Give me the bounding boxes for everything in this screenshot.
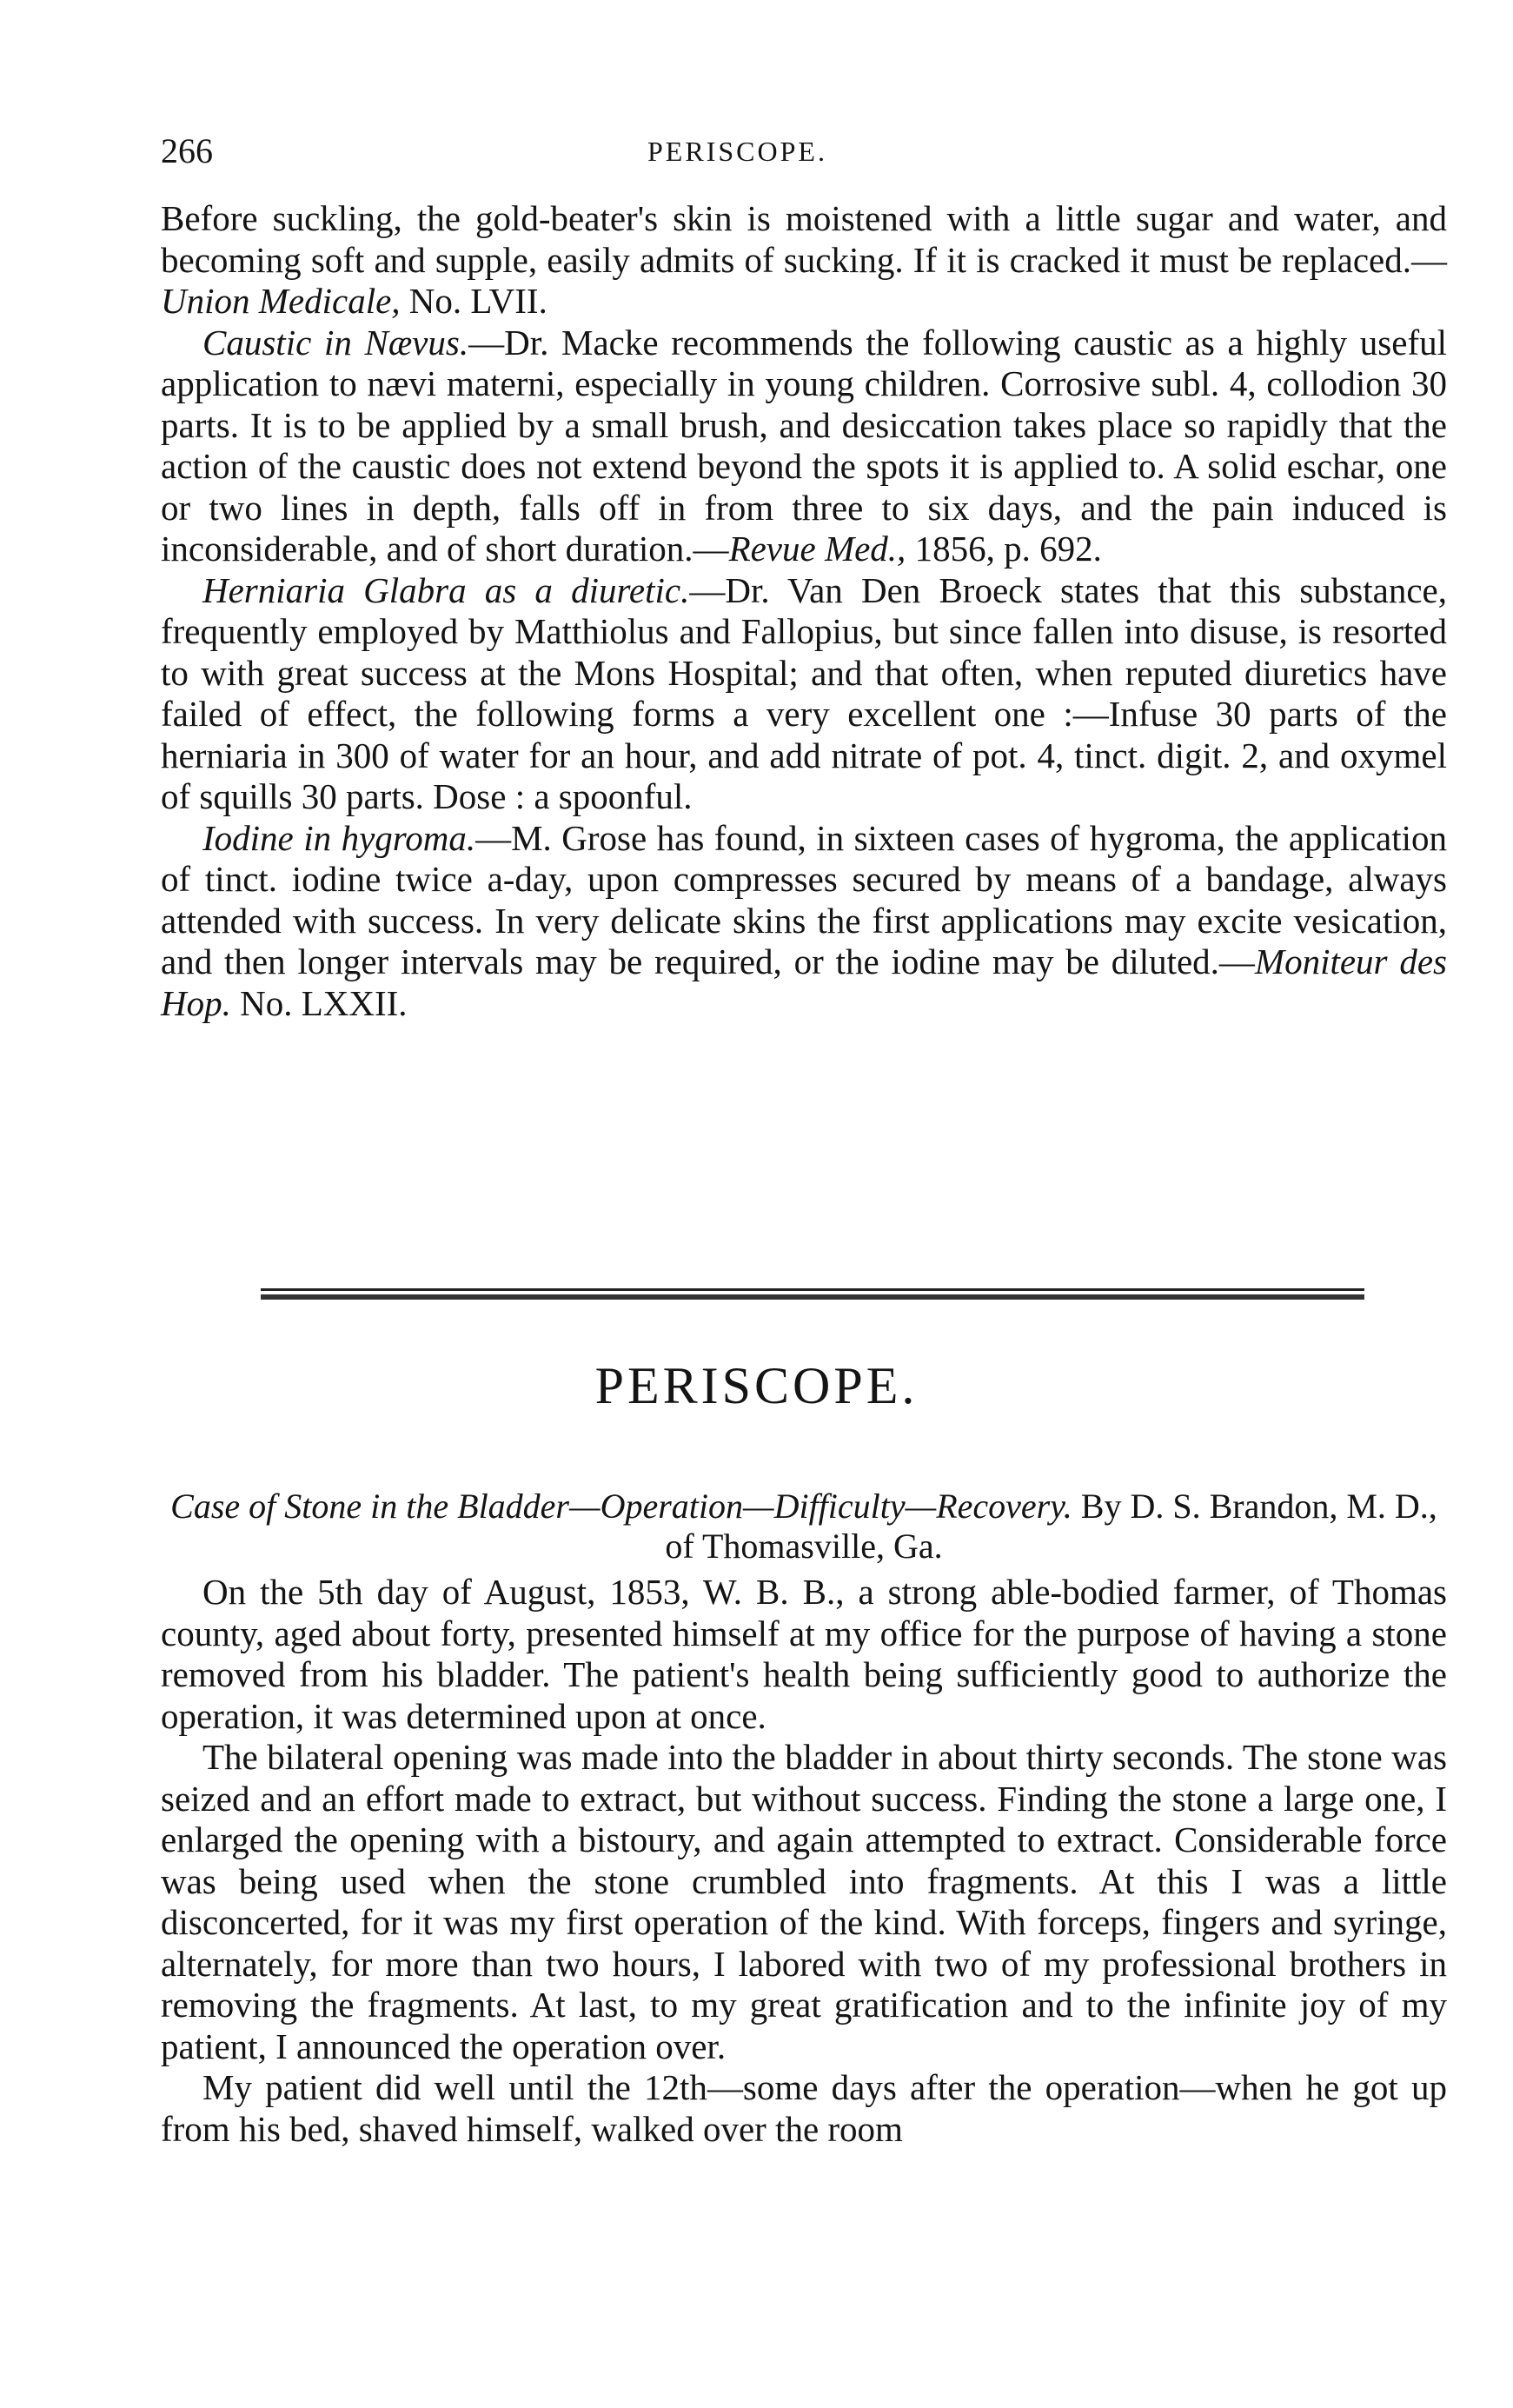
citation: Moniteur des Hop. xyxy=(161,941,1447,1023)
divider-thin-line xyxy=(261,1288,1364,1291)
paragraph-iodine-hygroma xyxy=(161,818,1447,1025)
top-section xyxy=(161,198,1447,1024)
paragraph-text: —Dr. Macke recommends the following caustic as a highly useful application to nævi materni, especially in young children. Corrosive subl. 4, collodion 30 parts. It is to be applied by a small brush, and desiccation takes place so rapidly that the action of the caustic does not extend beyond the spots it is applied to. A solid eschar, one or two lines in depth, falls off in from three to six days, and the pain induced is inconsiderable, and of short duration.— xyxy=(161,322,1447,569)
case-paragraph-1: On the 5th day of August, 1853, W. B. B., a strong able-bodied farmer, of Thomas county, aged about forty, presented himself at my office for the purpose of having a stone removed from his bladder. The patient's health being sufficiently good to authorize the operation, it was determined upon at once. xyxy=(161,1572,1447,1736)
section-heading: PERISCOPE. xyxy=(594,1357,919,1414)
citation: Union Medicale, xyxy=(161,281,401,321)
case-paragraph-2: The bilateral opening was made into the bladder in about thirty seconds. The stone was seized and an effort made to extract, but without success. Finding the stone a large one, I enlarged the opening with a bistoury, and again attempted to extract. Considerable force was being used when the stone crumbled into fragments. At this I was a little disconcerted, for it was my first operation of the kind. With forceps, fingers and syringe, alternately, for more than two hours, I labored with two of my professional brothers in removing the fragments. At last, to my great gratification and to the infinite joy of my patient, I announced the operation over. xyxy=(161,1737,1447,2066)
citation: Revue Med., xyxy=(728,529,906,569)
page-number: 266 xyxy=(161,131,213,170)
paragraph-caustic-naevus xyxy=(161,323,1447,570)
citation-tail: No. LXXII. xyxy=(230,982,408,1023)
citation-tail: No. LVII. xyxy=(400,281,547,321)
running-header xyxy=(161,130,1447,183)
paragraph-lead: Herniaria Glabra as a diuretic. xyxy=(202,569,690,610)
case-paragraph-3: My patient did well until the 12th—some days after the operation—when he got up from his bed, shaved himself, walked over the room xyxy=(161,2067,1447,2149)
paragraph-lead: Iodine in hygroma. xyxy=(202,817,476,858)
divider-thick-line xyxy=(261,1294,1364,1300)
paragraph-herniaria xyxy=(161,570,1447,818)
case-title xyxy=(161,1487,1447,1567)
paragraph-text: —M. Grose has found, in sixteen cases of hygroma, the application of tinct. iodine twice a-day, upon compresses secured by means of a bandage, always attended with success. In very delicate skins the first applications may excite vesication, and then longer intervals may be required, or the iodine may be diluted.— xyxy=(161,817,1447,981)
case-byline: By D. S. Brandon, M. D., of Thomasville, Ga. xyxy=(665,1487,1437,1566)
case-title-italic: Case of Stone in the Bladder—Operation—Difficulty—Recovery. xyxy=(170,1487,1072,1526)
running-title: PERISCOPE. xyxy=(647,136,827,167)
section-divider xyxy=(261,1287,1364,1302)
paragraph-gold-beater xyxy=(161,198,1447,323)
paragraph-lead: Caustic in Nævus. xyxy=(202,322,469,363)
citation-tail: 1856, p. 692. xyxy=(906,529,1102,569)
paragraph-text: —Dr. Van Den Broeck states that this substance, frequently employed by Matthiolus and Fallopius, but since fallen into disuse, is resorted to with great success at the Mons Hospital; and that often, when reputed diuretics have failed of effect, the following forms a very excellent one :—Infuse 30 parts of the herniaria in 300 of water for an hour, and add nitrate of pot. 4, tinct. digit. 2, and oxymel of squills 30 parts. Dose : a spoonful. xyxy=(161,569,1447,816)
paragraph-text: Before suckling, the gold-beater's skin is moistened with a little sugar and water, and becoming soft and supple, easily admits of sucking. If it is cracked it must be replaced.— xyxy=(161,198,1447,280)
case-body xyxy=(161,1572,1447,2150)
